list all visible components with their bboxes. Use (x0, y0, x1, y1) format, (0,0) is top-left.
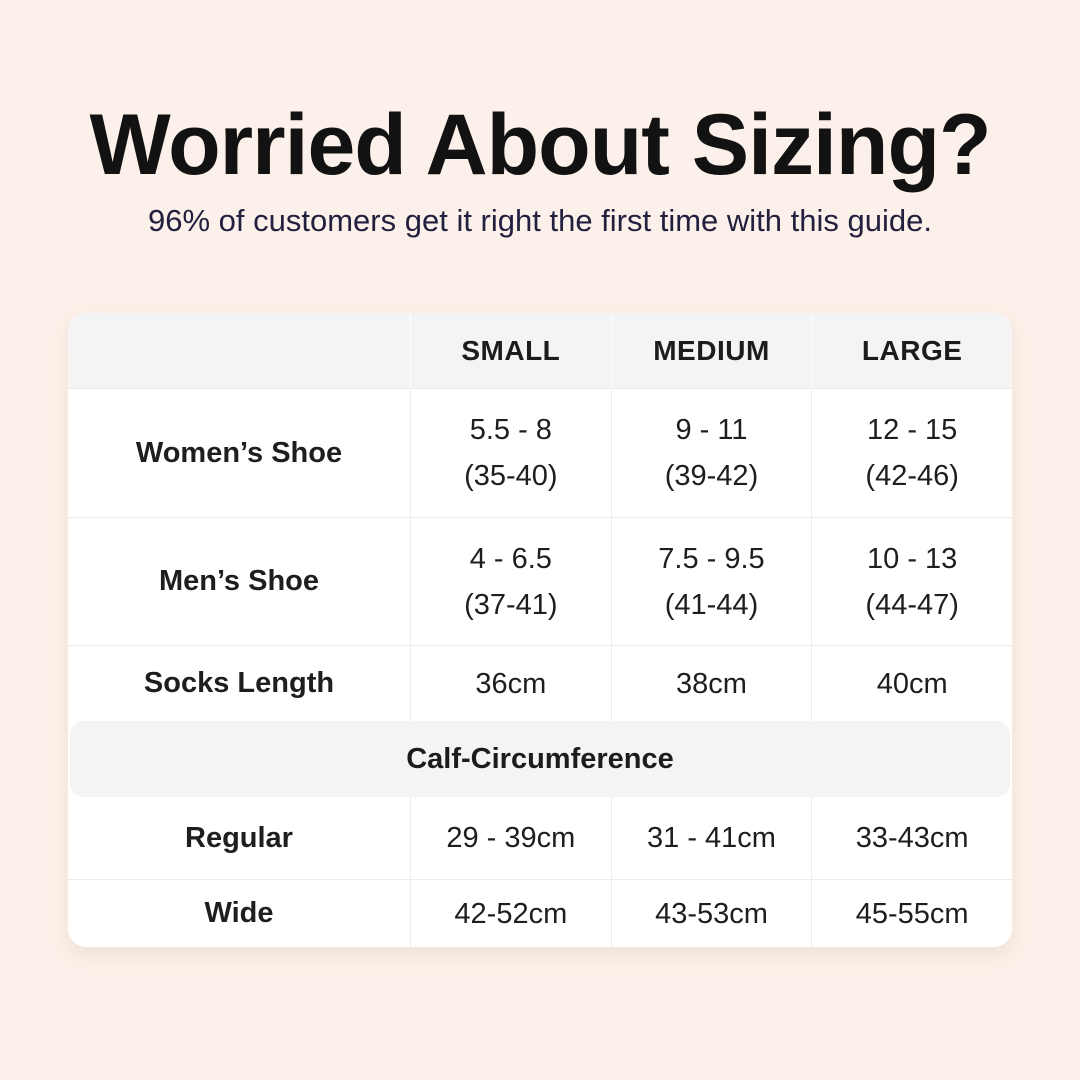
table-row-socks-length (68, 645, 1012, 721)
size-cell: 33-43cm (811, 797, 1012, 879)
table-row-regular (68, 797, 1012, 879)
size-cell: 29 - 39cm (410, 797, 611, 879)
section-title: Calf-Circumference (406, 742, 674, 775)
size-cell: 10 - 13 (44-47) (811, 518, 1012, 645)
row-label: Socks Length (143, 667, 335, 700)
table-row-womens-shoe (68, 389, 1012, 517)
section-header-calf-circumference (70, 721, 1010, 797)
size-cell: 40cm (811, 646, 1012, 721)
table-row-mens-shoe (68, 517, 1012, 645)
size-cell: 12 - 15 (42-46) (811, 389, 1012, 517)
size-cell: 31 - 41cm (611, 797, 812, 879)
column-header-large: LARGE (811, 313, 1012, 388)
size-cell: 38cm (611, 646, 812, 721)
page-title: Worried About Sizing? (89, 97, 991, 193)
row-label: Wide (204, 897, 274, 930)
size-cell: 43-53cm (611, 880, 812, 947)
size-cell: 5.5 - 8 (35-40) (410, 389, 611, 517)
size-cell: 45-55cm (811, 880, 1012, 947)
size-cell: 36cm (410, 646, 611, 721)
size-cell: 4 - 6.5 (37-41) (410, 518, 611, 645)
column-header-medium: MEDIUM (611, 313, 812, 388)
table-header-row (68, 313, 1012, 389)
row-label: Women’s Shoe (135, 436, 343, 469)
hero-section (0, 0, 1080, 241)
size-cell: 7.5 - 9.5 (41-44) (611, 518, 812, 645)
corner-spacer-cell (68, 313, 410, 388)
size-cell: 42-52cm (410, 880, 611, 947)
column-header-small: SMALL (410, 313, 611, 388)
size-table (68, 313, 1012, 947)
page-subtitle: 96% of customers get it right the first time with this guide. (148, 202, 932, 238)
size-cell: 9 - 11 (39-42) (611, 389, 812, 517)
row-label: Men’s Shoe (158, 565, 320, 598)
row-label: Regular (185, 821, 293, 854)
table-row-wide (68, 879, 1012, 947)
